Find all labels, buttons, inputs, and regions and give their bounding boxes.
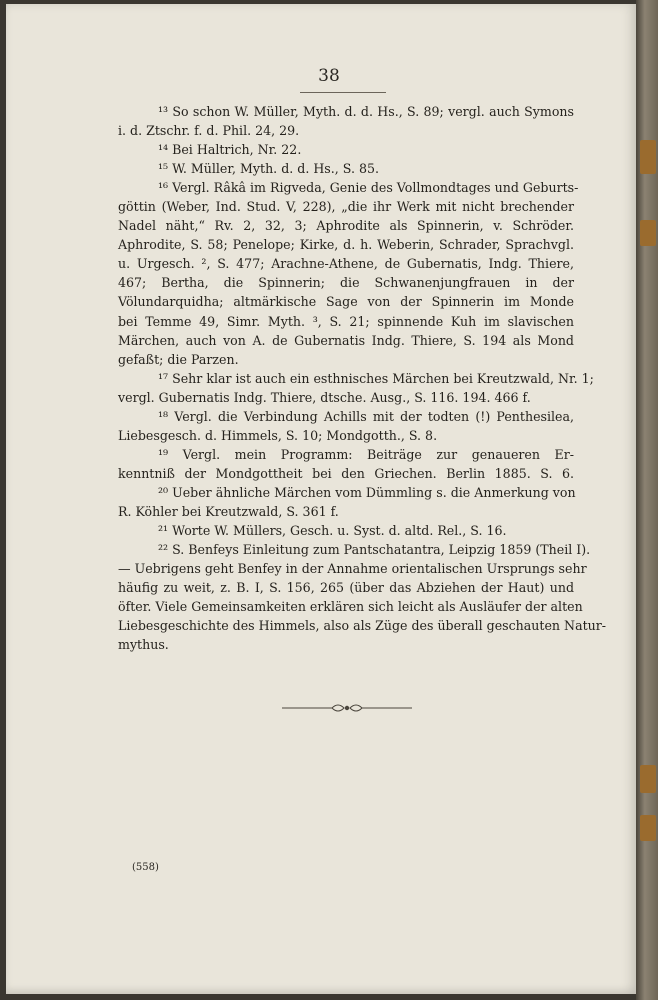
footnote-line: ¹⁷ Sehr klar ist auch ein esthnisches Märchen bei Kreutzwald, Nr. 1; [158, 370, 594, 386]
footnote-line: u. Urgesch. ², S. 477; Arachne-Athene, de Gubernatis, Indg. Thiere, [118, 256, 574, 272]
footnote-line: bei Temme 49, Simr. Myth. ³, S. 21; spinnende Kuh im slavischen [118, 313, 574, 329]
footnote-line: Märchen, auch von A. de Gubernatis Indg. Thiere, S. 194 als Mond [118, 332, 574, 348]
binding-clasp-lower [640, 765, 656, 793]
printer-signature: (558) [132, 862, 159, 873]
binding-clasp-top [640, 140, 656, 174]
footnote-line: 467; Bertha, die Spinnerin; die Schwanenjungfrauen in der [118, 275, 574, 291]
footnote-line: ¹⁶ Vergl. Râkâ im Rigveda, Genie des Vollmondtages und Geburts- [158, 180, 579, 196]
footnote-line: ²² S. Benfeys Einleitung zum Pantschatantra, Leipzig 1859 (Theil I). [158, 542, 591, 558]
footnote-line: öfter. Viele Gemeinsamkeiten erklären sich leicht als Ausläufer der alten [118, 599, 583, 615]
footnote-line: ¹⁹ Vergl. mein Programm: Beiträge zur genaueren Er- [158, 446, 574, 462]
footnotes-text-block [118, 102, 607, 654]
page-number: 38 [318, 66, 340, 86]
binding-clasp-bottom [640, 815, 656, 841]
footnote-line: ¹³ So schon W. Müller, Myth. d. d. Hs., S. 89; vergl. auch Symons [158, 104, 574, 119]
footnote-line: — Uebrigens geht Benfey in der Annahme orientalischen Ursprungs sehr [118, 561, 587, 577]
footnote-line: Aphrodite, S. 58; Penelope; Kirke, d. h. Weberin, Schrader, Sprachvgl. [118, 237, 574, 253]
footnote-line: R. Köhler bei Kreutzwald, S. 361 f. [118, 503, 339, 519]
page-number-rule [300, 92, 386, 93]
footnote-line: ¹⁸ Vergl. die Verbindung Achills mit der todten (!) Penthesilea, [158, 408, 574, 424]
footnote-line: ¹⁴ Bei Haltrich, Nr. 22. [158, 142, 302, 158]
footnote-line: Völundarquidha; altmärkische Sage von der Spinnerin im Monde [118, 294, 574, 310]
footnote-line: Nadel näht,“ Rv. 2, 32, 3; Aphrodite als Spinnerin, v. Schröder. [118, 218, 574, 234]
footnote-line: ²¹ Worte W. Müllers, Gesch. u. Syst. d. altd. Rel., S. 16. [158, 523, 507, 539]
footnote-line: göttin (Weber, Ind. Stud. V, 228), „die ihr Werk mit nicht brechender [118, 199, 574, 215]
footnote-line: gefaßt; die Parzen. [118, 351, 239, 367]
footnote-line: mythus. [118, 637, 169, 653]
footnote-line: i. d. Ztschr. f. d. Phil. 24, 29. [118, 123, 300, 139]
footnote-line: ¹⁵ W. Müller, Myth. d. d. Hs., S. 85. [158, 161, 379, 177]
footnote-line: häufig zu weit, z. B. I, S. 156, 265 (über das Abziehen der Haut) und [118, 580, 574, 596]
ornament-divider [282, 700, 412, 716]
binding-clasp-upper [640, 220, 656, 246]
footnote-line: Liebesgeschichte des Himmels, also als Züge des überall geschauten Natur- [118, 618, 607, 634]
footnote-line: vergl. Gubernatis Indg. Thiere, dtsche. Ausg., S. 116. 194. 466 f. [118, 389, 531, 405]
footnote-line: kenntniß der Mondgottheit bei den Griechen. Berlin 1885. S. 6. [118, 465, 574, 481]
footnote-line: Liebesgesch. d. Himmels, S. 10; Mondgotth., S. 8. [118, 427, 438, 443]
footnote-line: ²⁰ Ueber ähnliche Märchen vom Dümmling s. die Anmerkung von [158, 484, 576, 500]
